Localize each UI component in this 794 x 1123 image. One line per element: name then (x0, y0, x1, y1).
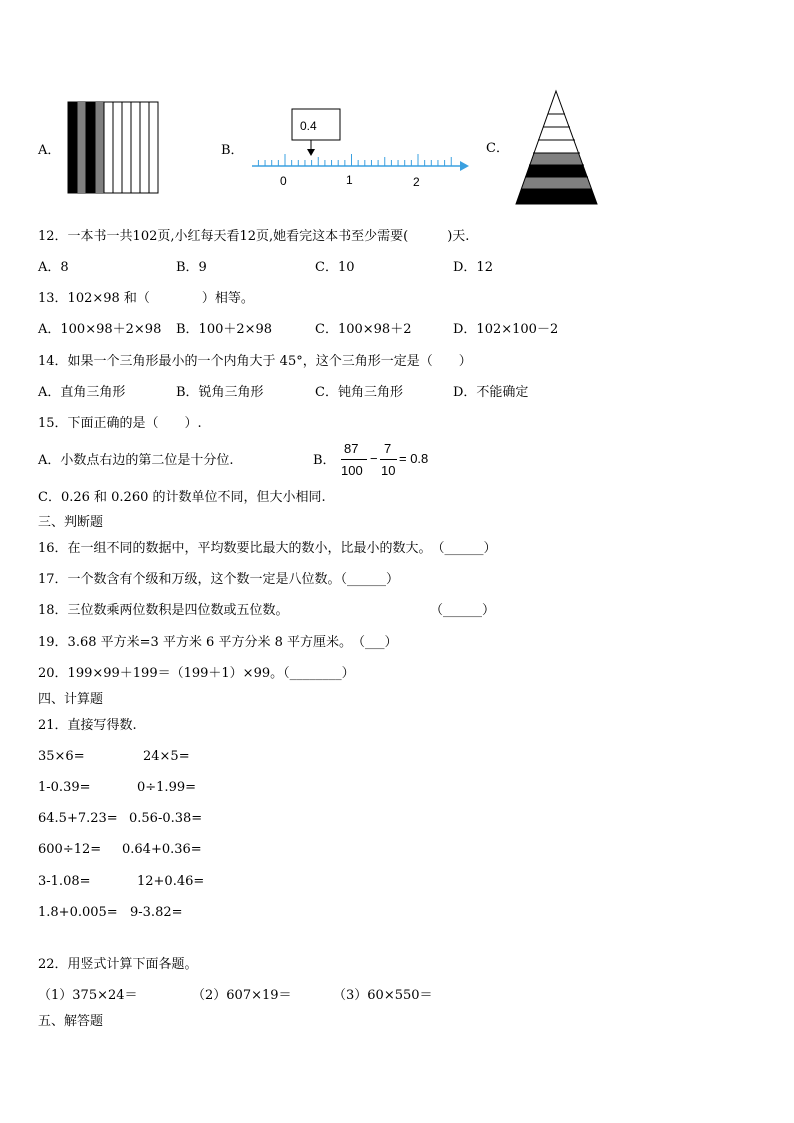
q21-item: 1.8+0.005= (38, 905, 118, 920)
q12-stem: 12．一本书一共102页,小红每天看12页,她看完这本书至少需要( )天. (38, 229, 470, 244)
fraction1-denominator: 100 (341, 463, 363, 478)
fraction-result: = 0.8 (399, 451, 429, 466)
tick-label-0: 0 (280, 174, 287, 188)
q15-option-b-label: B． (313, 453, 336, 468)
q14-option-b: B．锐角三角形 (176, 385, 264, 400)
q21-item: 0÷1.99= (137, 780, 197, 795)
section-4-heading: 四、计算题 (38, 692, 104, 707)
striped-rectangle-figure (66, 101, 160, 195)
q12-option-c: C．10 (315, 260, 355, 275)
q14-option-a: A．直角三角形 (38, 385, 126, 400)
q21-title: 21．直接写得数. (38, 718, 137, 733)
q12-option-b: B．9 (176, 260, 207, 275)
option-c-label: C． (486, 141, 509, 156)
q18-answer-blank[interactable]: （______） (430, 603, 496, 618)
option-b-label: B． (221, 143, 244, 158)
q21-item: 24×5= (143, 749, 190, 764)
fraction2-bar (380, 459, 397, 460)
q21-item: 35×6= (38, 749, 85, 764)
fraction1-numerator: 87 (344, 441, 359, 456)
q15-option-c: C．0.26 和 0.260 的计数单位不同，但大小相同. (38, 490, 326, 505)
q20-statement: 20．199×99＋199＝（199＋1）×99。（________） (38, 666, 355, 681)
option-a-label: A． (38, 143, 61, 158)
q12-option-a: A．8 (38, 260, 69, 275)
q22-item-2: （2）607×19＝ (192, 988, 292, 1003)
q15-option-a: A．小数点右边的第二位是十分位. (38, 453, 234, 468)
minus-sign: − (370, 451, 378, 466)
q13-option-d: D．102×100－2 (453, 322, 559, 337)
q22-title: 22．用竖式计算下面各题。 (38, 957, 198, 972)
q21-item: 1-0.39= (38, 780, 91, 795)
q22-item-1: （1）375×24＝ (38, 988, 138, 1003)
q16-statement: 16．在一组不同的数据中，平均数要比最大的数小，比最小的数大。 （______） (38, 541, 497, 556)
tick-label-2: 2 (413, 175, 420, 189)
q19-statement: 19．3.68 平方米=3 平方米 6 平方分米 8 平方厘米。 （___） (38, 635, 398, 650)
q17-statement: 17．一个数含有个级和万级，这个数一定是八位数。（______） (38, 572, 400, 587)
q21-item: 9-3.82= (130, 905, 183, 920)
q21-item: 12+0.46= (137, 874, 205, 889)
q14-option-d: D．不能确定 (453, 385, 529, 400)
q14-stem: 14．如果一个三角形最小的一个内角大于 45°，这个三角形一定是（ ） (38, 354, 472, 369)
q13-option-b: B．100＋2×98 (176, 322, 273, 337)
fraction1-bar (341, 459, 367, 460)
q14-option-c: C．钝角三角形 (315, 385, 403, 400)
q13-stem: 13．102×98 和（ ）相等。 (38, 291, 254, 306)
q18-statement: 18．三位数乘两位数积是四位数或五位数。 (38, 603, 289, 618)
q22-item-3: （3）60×550＝ (333, 988, 433, 1003)
fraction2-denominator: 10 (381, 463, 396, 478)
striped-triangle-figure (512, 88, 602, 208)
q21-item: 600÷12= (38, 842, 102, 857)
q13-option-a: A．100×98＋2×98 (38, 322, 162, 337)
number-line-figure (250, 106, 472, 190)
q21-item: 3-1.08= (38, 874, 91, 889)
q21-item: 0.56-0.38= (129, 811, 203, 826)
number-line-box-value: 0.4 (300, 119, 317, 133)
fraction2-numerator: 7 (384, 441, 392, 456)
q21-item: 64.5+7.23= (38, 811, 118, 826)
q13-option-c: C．100×98＋2 (315, 322, 412, 337)
tick-label-1: 1 (346, 173, 353, 187)
q15-stem: 15．下面正确的是（ ）. (38, 416, 202, 431)
section-3-heading: 三、判断题 (38, 515, 104, 530)
section-5-heading: 五、解答题 (38, 1014, 104, 1029)
q12-option-d: D．12 (453, 260, 493, 275)
q21-item: 0.64+0.36= (122, 842, 202, 857)
